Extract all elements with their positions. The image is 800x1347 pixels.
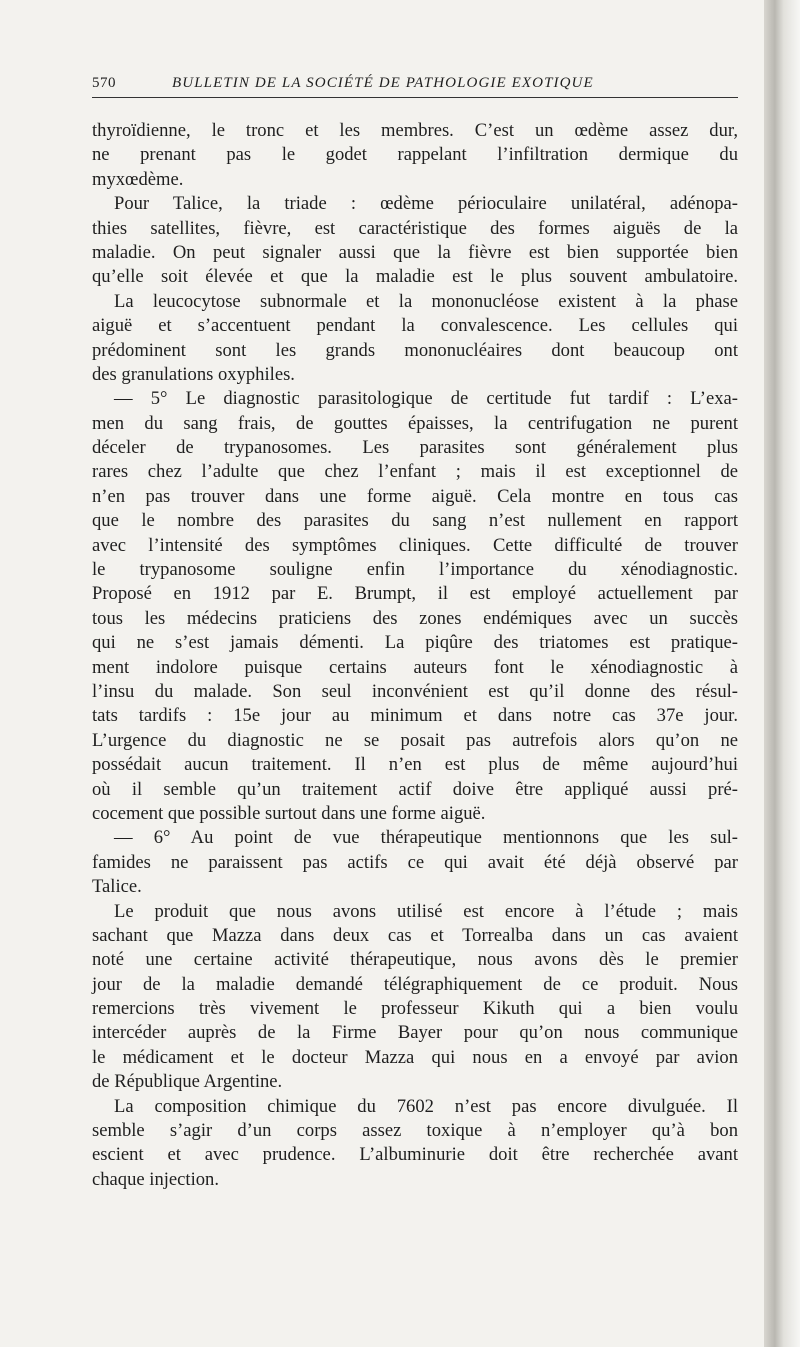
text-line: tats tardifs : 15e jour au minimum et dans notre cas 37e jour.	[92, 705, 738, 727]
text-line: des granulations oxyphiles.	[92, 363, 295, 385]
running-head	[92, 73, 738, 98]
text-line: Pour Talice, la triade : œdème périoculaire unilatéral, adénopa-	[114, 193, 738, 215]
text-line: que le nombre des parasites du sang n’est nullement en rapport	[92, 510, 738, 532]
text-line: qui ne s’est jamais démenti. La piqûre des triatomes est pratique-	[92, 632, 738, 654]
text-line: avec l’intensité des symptômes cliniques. Cette difficulté de trouver	[92, 534, 738, 556]
text-line: La composition chimique du 7602 n’est pas encore divulguée. Il	[114, 1095, 738, 1117]
text-line: où il semble qu’un traitement actif doive être appliqué aussi pré-	[92, 778, 738, 800]
text-line: maladie. On peut signaler aussi que la fièvre est bien supportée bien	[92, 241, 738, 263]
text-line: l’insu du malade. Son seul inconvénient est qu’il donne des résul-	[92, 680, 738, 702]
text-line: L’urgence du diagnostic ne se posait pas autrefois alors qu’on ne	[92, 729, 738, 751]
body-text	[92, 119, 738, 1192]
text-line: de République Argentine.	[92, 1071, 283, 1093]
text-line: sachant que Mazza dans deux cas et Torrealba dans un cas avaient	[92, 924, 738, 946]
text-line: jour de la maladie demandé télégraphiquement de ce produit. Nous	[92, 973, 738, 995]
text-line: — 6° Au point de vue thérapeutique mentionnons que les sul-	[114, 827, 738, 849]
page-number: 570	[92, 75, 116, 91]
text-line: ne prenant pas le godet rappelant l’infiltration dermique du	[92, 144, 738, 166]
text-line: n’en pas trouver dans une forme aiguë. Cela montre en tous cas	[92, 485, 738, 507]
text-line: escient et avec prudence. L’albuminurie doit être recherchée avant	[92, 1144, 738, 1166]
text-line: intercéder auprès de la Firme Bayer pour qu’on nous communique	[92, 1022, 738, 1044]
text-line: Le produit que nous avons utilisé est encore à l’étude ; mais	[114, 900, 738, 922]
text-line: thyroïdienne, le tronc et les membres. C’est un œdème assez dur,	[92, 120, 738, 141]
text-line: cocement que possible surtout dans une forme aiguë.	[92, 802, 486, 824]
page-edge	[764, 0, 800, 1347]
text-line: ment indolore puisque certains auteurs font le xénodiagnostic à	[92, 656, 738, 678]
journal-title: BULLETIN DE LA SOCIÉTÉ DE PATHOLOGIE EXOTIQUE	[172, 75, 594, 91]
text-line: tous les médecins praticiens des zones endémiques avec un succès	[92, 607, 738, 629]
text-line: rares chez l’adulte que chez l’enfant ; mais il est exceptionnel de	[92, 461, 738, 483]
text-line: prédominent sont les grands mononucléaires dont beaucoup ont	[92, 339, 738, 361]
text-line: myxœdème.	[92, 168, 184, 190]
text-line: La leucocytose subnormale et la mononucléose existent à la phase	[114, 290, 738, 312]
text-line: — 5° Le diagnostic parasitologique de certitude fut tardif : L’exa-	[114, 388, 738, 410]
text-line: déceler de trypanosomes. Les parasites sont généralement plus	[92, 437, 738, 459]
text-line: noté une certaine activité thérapeutique, nous avons dès le premier	[92, 949, 738, 971]
text-line: le trypanosome souligne enfin l’importance du xénodiagnostic.	[92, 559, 738, 581]
text-line: thies satellites, fièvre, est caractéristique des formes aiguës de la	[92, 217, 738, 239]
text-line: aiguë et s’accentuent pendant la convalescence. Les cellules qui	[92, 315, 738, 337]
text-line: possédait aucun traitement. Il n’en est plus de même aujourd’hui	[92, 754, 738, 776]
text-line: semble s’agir d’un corps assez toxique à n’employer qu’à bon	[92, 1120, 738, 1142]
text-line: le médicament et le docteur Mazza qui nous en a envoyé par avion	[92, 1046, 738, 1068]
text-line: Talice.	[92, 876, 142, 898]
text-line: famides ne paraissent pas actifs ce qui avait été déjà observé par	[92, 851, 738, 873]
text-line: Proposé en 1912 par E. Brumpt, il est employé actuellement par	[92, 583, 738, 605]
text-line: men du sang frais, de gouttes épaisses, la centrifugation ne purent	[92, 412, 738, 434]
text-line: qu’elle soit élevée et que la maladie est le plus souvent ambulatoire.	[92, 266, 738, 288]
text-line: chaque injection.	[92, 1168, 220, 1190]
text-line: remercions très vivement le professeur Kikuth qui a bien voulu	[92, 998, 738, 1020]
